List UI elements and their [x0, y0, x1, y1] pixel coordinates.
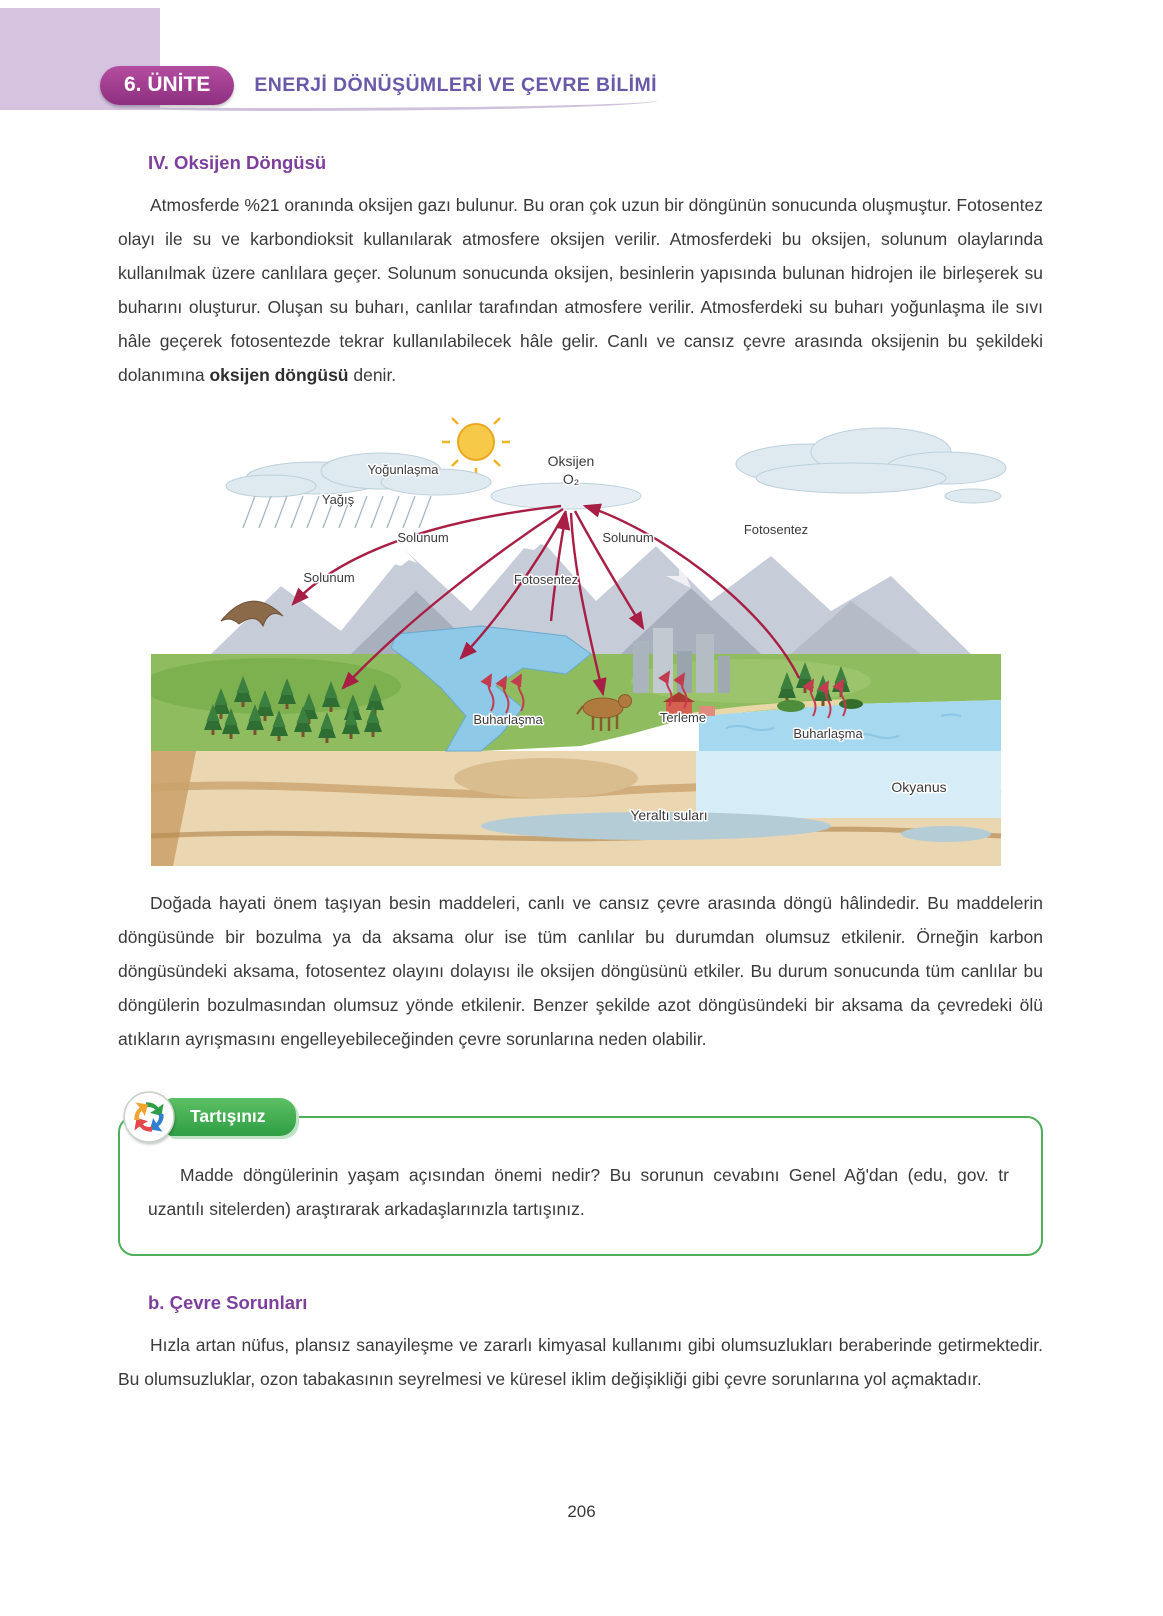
label-yogunlasma: Yoğunlaşma [366, 462, 439, 477]
oxygen-cycle-heading: IV. Oksijen Döngüsü [148, 152, 327, 173]
main-content [118, 152, 1043, 1396]
environment-paragraph: Hızla artan nüfus, plansız sanayileşme ve zararlı kimyasal kullanımı gibi olumsuzlukları beraberinde getirmektedir. Bu olumsuzluklar, ozon tabakasının seyrelmesi ve küresel iklim değişikliği gibi çevre sorunlarına yol açmaktadır. [118, 1335, 1043, 1389]
label-fotosentez-1: Fotosentez [743, 522, 808, 537]
label-oksijen: Oksijen [547, 453, 594, 469]
mountains [151, 534, 1001, 658]
label-terleme: Terleme [659, 710, 706, 725]
discussion-body: Madde döngülerinin yaşam açısından önemi nedir? Bu sorunun cevabını Genel Ağ'dan (edu, gov. tr uzantılı sitelerden) araştırarak arkadaşlarınızla tartışınız. [148, 1165, 1009, 1219]
paragraph-text: Atmosferde %21 oranında oksijen gazı bulunur. Bu oran çok uzun bir döngünün sonucunda oluşmuştur. Fotosentez olayı ile su ve karbondioksit kullanılarak atmosfere oksijen verilir. Atmosferdeki bu oksijen, solunum olaylarında kullanılmak üzere canlılara geçer. Solunum sonucunda oksijen, besinlerin yapısında bulunan hidrojen ile birleşerek su buharını oluşturur. Oluşan su buharı, canlılar tarafından atmosfere verilir. Atmosferdeki su buharı yoğunlaşma ile sıvı hâle geçerek fotosentezde tekrar kullanılabilecek hâle gelir. Canlı ve cansız çevre arasında oksijenin bu şekildeki dolanımına [118, 195, 1043, 385]
label-okyanus: Okyanus [890, 779, 947, 795]
oxygen-cycle-paragraph [118, 188, 1043, 392]
label-yagis: Yağış [321, 492, 354, 507]
label-solunum-1: Solunum [396, 530, 449, 545]
discussion-callout [118, 1090, 1043, 1256]
discussion-header [122, 1090, 296, 1144]
label-solunum-3: Solunum [302, 570, 355, 585]
underground-cross-section [151, 751, 1001, 866]
page-number: 206 [567, 1502, 596, 1521]
cycles-paragraph: Doğada hayati önem taşıyan besin maddeleri, canlı ve cansız çevre arasında döngü hâlindedir. Bu maddelerin döngüsünde bir bozulma ya da aksama olur ise tüm canlılar bu durumdan olumsuz etkilenir. Örneğin karbon döngüsündeki aksama, fotosentez olayını dolayısı ile oksijen döngüsünü etkiler. Bu durum sonucunda tüm canlılar bu döngülerin bozulmasından olumsuz yönde etkilenir. Benzer şekilde azot döngüsündeki bir aksama da çevredeki ölü atıkların ayrışmasını engelleyebileceğinden çevre sorunlarına neden olabilir. [118, 893, 1043, 1049]
label-yeralti-sulari: Yeraltı suları [629, 807, 708, 823]
sun-icon [442, 416, 510, 474]
ocean-cross-section [696, 751, 1001, 818]
oxygen-cycle-diagram [151, 416, 1011, 868]
label-solunum-2: Solunum [601, 530, 654, 545]
label-o2: O₂ [562, 471, 579, 487]
unit-title: ENERJİ DÖNÜŞÜMLERİ VE ÇEVRE BİLİMİ [254, 74, 657, 96]
environment-heading: b. Çevre Sorunları [148, 1292, 308, 1313]
label-fotosentez-2: Fotosentez [513, 572, 578, 587]
bold-term: oksijen döngüsü [209, 365, 349, 385]
unit-badge: 6. ÜNİTE [100, 66, 234, 105]
recycle-arrows-icon [122, 1090, 176, 1144]
discussion-tab-label: Tartışınız [166, 1098, 296, 1136]
page-header [100, 66, 657, 105]
paragraph-text-end: denir. [348, 365, 397, 385]
label-buharlasma-1: Buharlaşma [472, 712, 543, 727]
label-buharlasma-2: Buharlaşma [792, 726, 863, 741]
